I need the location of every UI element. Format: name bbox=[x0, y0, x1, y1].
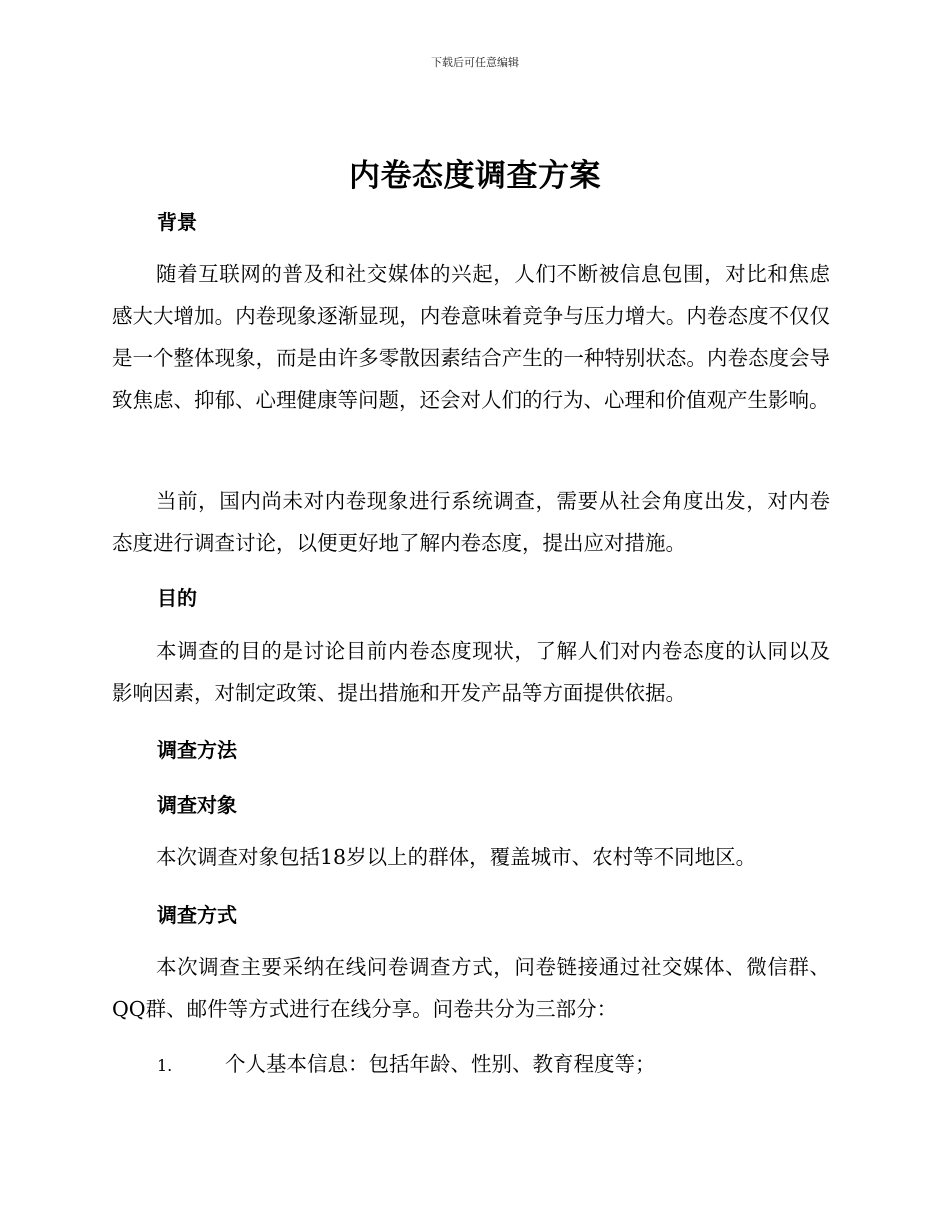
heading-method: 调查方法 bbox=[157, 738, 237, 762]
paragraph-background-2: 当前，国内尚未对内卷现象进行系统调查，需要从社会角度出发，对内卷态度进行调查讨论，以便更好地了解内卷态度，提出应对措施。 bbox=[112, 489, 830, 555]
heading-background: 背景 bbox=[157, 210, 197, 234]
heading-purpose: 目的 bbox=[157, 586, 197, 610]
heading-object: 调查对象 bbox=[157, 793, 237, 817]
heading-approach: 调查方式 bbox=[157, 903, 237, 927]
paragraph-background-1: 随着互联网的普及和社交媒体的兴起，人们不断被信息包围，对比和焦虑感大大增加。内卷现象逐渐显现，内卷意味着竞争与压力增大。内卷态度不仅仅是一个整体现象，而是由许多零散因素结合产生的一种特别状态。内卷态度会导致焦虑、抑郁、心理健康等问题，还会对人们的行为、心理和价值观产生影响。 bbox=[112, 262, 830, 412]
paragraph-object: 本次调查对象包括18岁以上的群体，覆盖城市、农村等不同地区。 bbox=[156, 845, 757, 869]
paragraph-approach: 本次调查主要采纳在线问卷调查方式，问卷链接通过社交媒体、微信群、QQ群、邮件等方式进行在线分享。问卷共分为三部分： bbox=[112, 955, 830, 1021]
list-item bbox=[157, 1043, 837, 1087]
page-header: 下载后可任意编辑 bbox=[431, 56, 519, 69]
document-title: 内卷态度调查方案 bbox=[349, 158, 601, 194]
list-item-number: 1. bbox=[157, 1056, 173, 1075]
list-item-text: 个人基本信息：包括年龄、性别、教育程度等； bbox=[225, 1052, 656, 1076]
paragraph-purpose: 本调查的目的是讨论目前内卷态度现状，了解人们对内卷态度的认同以及影响因素，对制定政策、提出措施和开发产品等方面提供依据。 bbox=[112, 639, 830, 705]
